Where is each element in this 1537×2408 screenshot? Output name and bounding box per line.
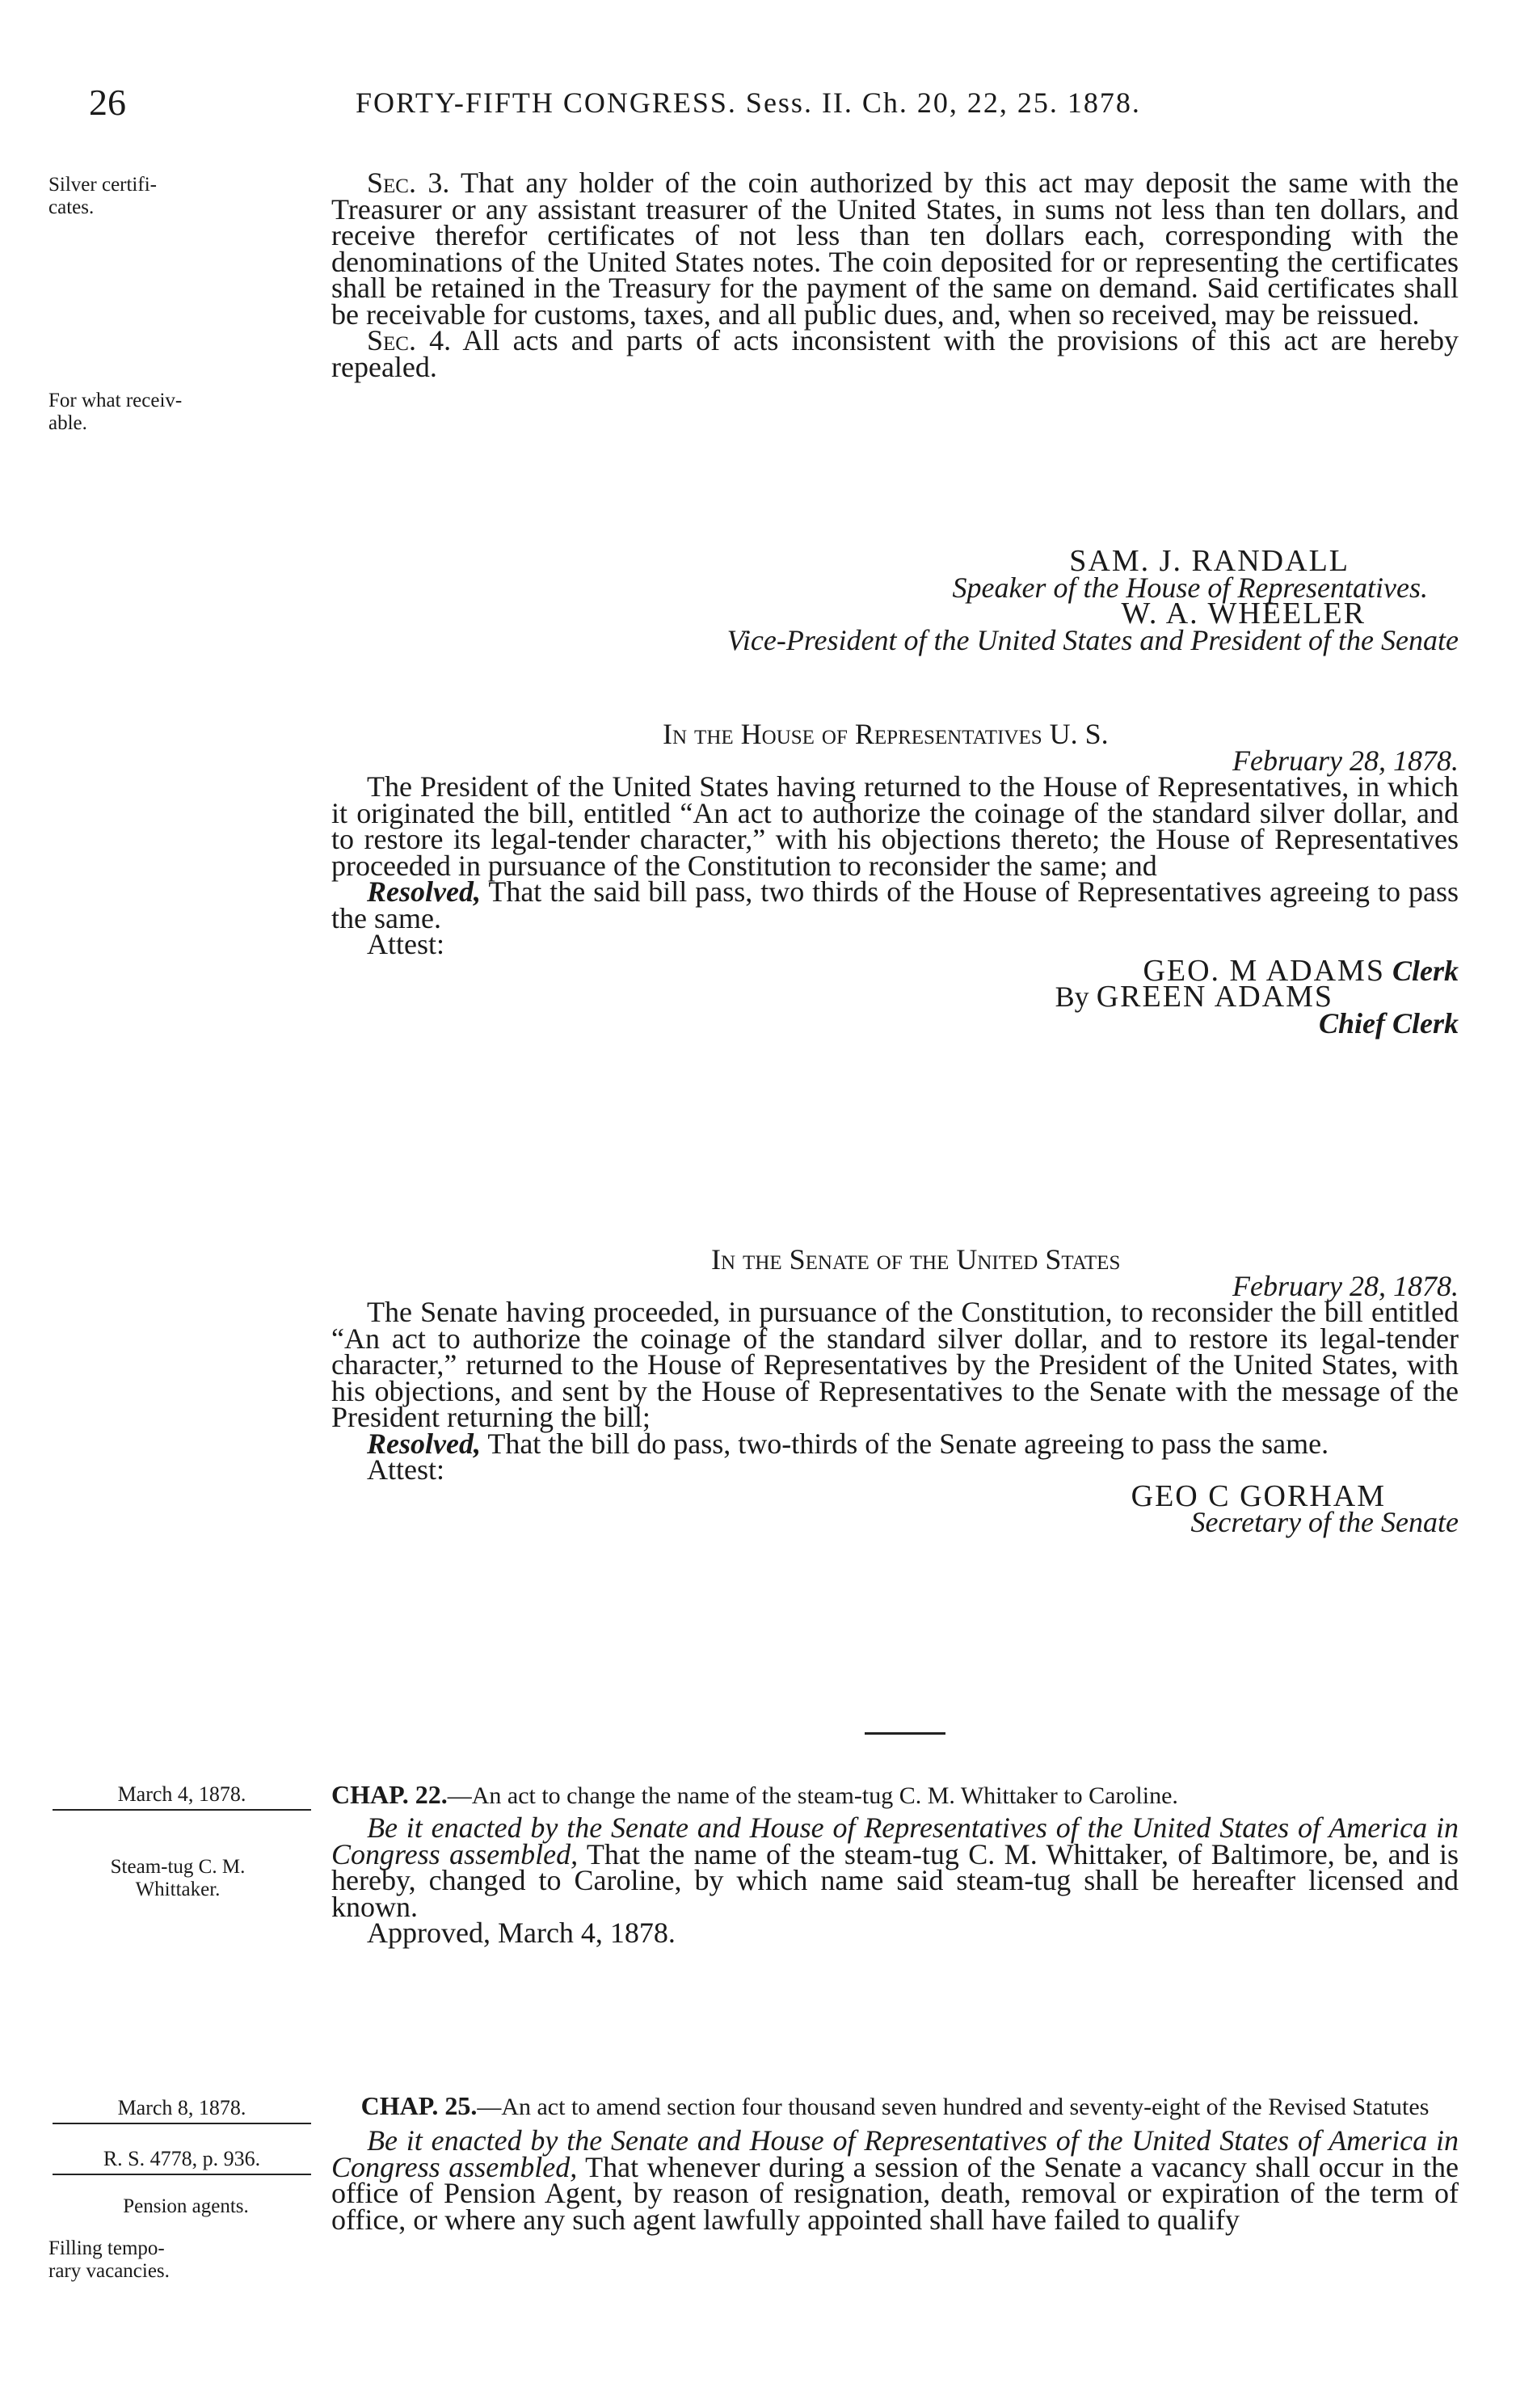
chief-clerk-title: Chief Clerk — [1318, 1006, 1459, 1040]
senate-attestation — [331, 1243, 1459, 1538]
running-title: FORTY-FIFTH CONGRESS. Sess. II. Ch. 20, 22, 25. 1878. — [356, 86, 1141, 119]
margin-note-silver-certificates: Silver certifi- cates. — [48, 174, 157, 218]
chap22-text: That the name of the steam-tug C. M. Whittaker, of Baltimore, be, and is hereby, changed to Caroline, by which name said steam-tug shall be hereafter licensed and known. — [331, 1837, 1459, 1923]
secretary-name: GEO C GORHAM — [1131, 1478, 1386, 1513]
chap22-approved: Approved, March 4, 1878. — [367, 1917, 676, 1949]
sec3-text: That any holder of the coin authorized by this act may deposit the same with the Treasurer or any assistant treasurer of the United States, in sums not less than ten dollars, and receive therefor certificates of not less than ten dollars each, corresponding with the denominations of the United States notes. The coin deposited for or representing the certificates shall be retained in the Treasury for the payment of the same on demand. Said certificates shall be receivable for customs, taxes, and all public dues, and, when so received, may be reissued. — [331, 167, 1459, 331]
chap22-label: CHAP. 22. — [331, 1780, 448, 1809]
sec4-label: Sec. 4. — [367, 324, 452, 356]
senate-heading: In the Senate of the United States — [711, 1243, 1121, 1276]
house-text: The President of the United States having returned to the House of Representatives, in which it originated the bill, entitled “An act to authorize the coinage of the standard silver dollar, and to restore its legal-tender character,” with his objections thereto; the House of Representatives proceeded in pursuance of the Constitution to reconsider the same; and — [331, 770, 1459, 882]
speaker-name: SAM. J. RANDALL — [1069, 544, 1350, 578]
house-attest: Attest: — [367, 928, 444, 960]
vp-name: W. A. WHEELER — [1121, 597, 1366, 630]
chapter-25 — [331, 2091, 1459, 2236]
senate-text: The Senate having proceeded, in pursuance of the Constitution, to reconsider the bill entitled “An act to authorize the coinage of the standard silver dollar, and to restore its legal-tender character,” returned to the House of Representatives by the President of the United States, with his objections, and sent by the House of Representatives to the Senate with the message of the President returning the bill; — [331, 1296, 1459, 1433]
margin-note-pension-agents: Pension agents. — [123, 2195, 249, 2217]
house-attestation — [331, 718, 1459, 1040]
secretary-title: Secretary of the Senate — [1190, 1506, 1459, 1538]
page-number: 26 — [89, 82, 126, 123]
sec3-label: Sec. 3. — [367, 167, 450, 199]
clerk-name: GEO. M ADAMS — [1143, 953, 1385, 988]
chap25-label: CHAP. 25. — [360, 2091, 478, 2120]
section-4 — [331, 324, 1459, 383]
signature-block — [331, 544, 1459, 656]
vp-title: Vice-President of the United States and President of the Senate — [726, 623, 1459, 656]
chap22-title: —An act to change the name of the steam-tug C. M. Whittaker to Caroline. — [447, 1782, 1178, 1809]
chapter-22 — [331, 1780, 1459, 1949]
by-label: By — [1055, 980, 1089, 1013]
margin-note-for-what-receivable: For what receiv- able. — [48, 390, 183, 434]
clerk-title: Clerk — [1392, 954, 1459, 987]
page-header — [89, 81, 1455, 129]
margin-note-filling-vacancies: Filling tempo- rary vacancies. — [48, 2237, 170, 2282]
house-date: February 28, 1878. — [1232, 744, 1459, 777]
chap25-title: —An act to amend section four thousand seven hundred and seventy-eight of the Revised Statutes — [477, 2094, 1430, 2120]
chap25-ref: R. S. 4778, p. 936. — [53, 2147, 311, 2175]
chap25-date: March 8, 1878. — [53, 2096, 311, 2124]
senate-resolved-text: That the bill do pass, two-thirds of the Senate agreeing to pass the same. — [487, 1427, 1329, 1460]
section-3 — [331, 167, 1459, 383]
chief-clerk-name: GREEN ADAMS — [1096, 980, 1333, 1014]
sec4-text: All acts and parts of acts inconsistent with the provisions of this act are hereby repealed. — [331, 324, 1459, 383]
chap22-date: March 4, 1878. — [53, 1782, 311, 1811]
house-resolved-text: That the said bill pass, two thirds of the House of Representatives agreeing to pass the same. — [331, 875, 1459, 934]
house-heading: In the House of Representatives U. S. — [663, 718, 1109, 750]
chap22-enacting: Be it enacted by the Senate and House of Representatives of the United States of America in Congress assembled, — [331, 1811, 1459, 1870]
senate-date: February 28, 1878. — [1232, 1269, 1459, 1302]
chap25-enacting: Be it enacted by the Senate and House of Representatives of the United States of America in Congress assembled, — [331, 2124, 1459, 2183]
senate-resolved-word: Resolved, — [367, 1427, 481, 1460]
house-resolved-word: Resolved, — [367, 875, 481, 908]
section-divider — [865, 1732, 945, 1735]
chap25-text: That whenever during a session of the Senate a vacancy shall occur in the office of Pension Agent, by reason of resignation, death, removal or expiration of the term of office, or where any such agent lawfully appointed shall have failed to qualify — [331, 2150, 1459, 2236]
senate-attest: Attest: — [367, 1453, 444, 1486]
speaker-title: Speaker of the House of Representatives. — [952, 571, 1428, 604]
margin-note-steam-tug: Steam-tug C. M. Whittaker. — [110, 1856, 246, 1900]
